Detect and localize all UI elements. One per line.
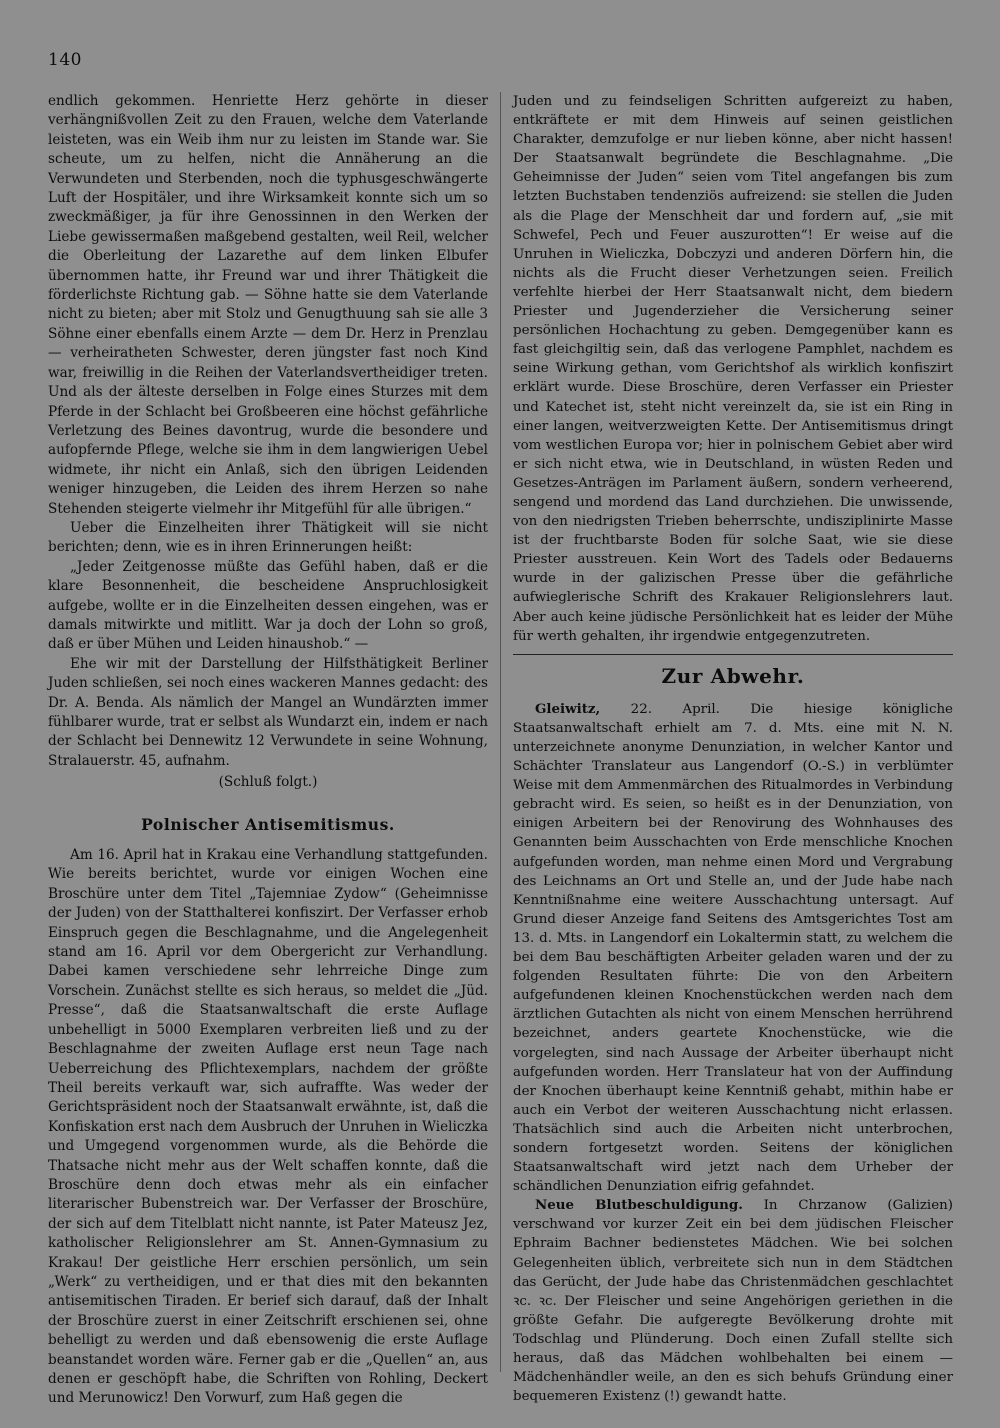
quotation-paragraph: „Jeder Zeitgenosse müßte das Gefühl haben, daß er die klare Besonnenheit, die bescheidene Anspruchlosigkeit aufgebe, wollte er in die Einzelheiten dessen eingehen, was er damals mitwirkte und mitlitt. War ja doch der Lohn so groß, daß er über Mühen und Leiden hinaushob.“ — bbox=[48, 558, 488, 653]
section-rule bbox=[513, 654, 953, 655]
section-heading-zur-abwehr: Zur Abwehr. bbox=[661, 663, 805, 688]
news-item-lead: Gleiwitz, bbox=[535, 700, 601, 717]
article-paragraph: Ueber die Einzelheiten ihrer Thätigkeit will sie nicht berichten; denn, wie es in ihren Erinnerungen heißt: bbox=[48, 519, 488, 556]
page-number: 140 bbox=[48, 50, 82, 70]
left-column bbox=[48, 92, 488, 1409]
to-be-continued-note: (Schluß folgt.) bbox=[218, 774, 318, 791]
news-item-gleiwitz bbox=[513, 700, 953, 1196]
article-continuation-paragraph: Juden und zu feindseligen Schritten aufgereizt zu haben, entkräftete er mit dem Hinweis auf seinen geistlichen Charakter, demzufolge er nur lieben könne, aber nicht hassen! Der Staatsanwalt begründete die Beschlagnahme. „Die Geheimnisse der Juden“ seien vom Titel angefangen bis zum letzten Buchstaben tendenziös aufreizend: sie stellen die Juden als die Plage der Menschheit dar und fordern auf, „sie mit Schwefel, Pech und Feuer auszurotten“! Er weise auf die Unruhen in Wieliczka, Dobczyzi und anderen Dörfern hin, die nichts als die Frucht dieser Verhetzungen seien. Freilich verfehlte hierbei der Herr Staatsanwalt nicht, dem biedern Priester und Jugenderzieher die Versicherung seiner persönlichen Hochachtung zu geben. Demgegenüber kann es fast gleichgiltig sein, daß das verlogene Pamphlet, nachdem es seine Wirkung gethan, vom Gerichtshof als wirklich konfiszirt erklärt wurde. Diese Broschüre, deren Verfasser ein Priester und Katechet ist, steht nicht vereinzelt da, sie ist ein Ring in einer langen, weitverzweigten Kette. Der Antisemitismus dringt vom westlichen Europa vor; hier in polnischem Gebiet aber wird er sich nicht etwa, wie in Deutschland, in wüsten Reden und Gesetzes-Anträgen im Parlament äußern, sondern verheerend, sengend und mordend das Land durchziehen. Die unwissende, von den niedrigsten Trieben beherrschte, undisziplinirte Masse ist der fruchtbarste Boden für solche Saat, wie sie diese Priester ausstreuen. Kein Wort des Tadels oder Bedauerns wurde in der galizischen Presse über die gefährliche aufwieglerische Schrift des Krakauer Religionslehrers laut. Aber auch keine jüdische Persönlichkeit hat es leider der Mühe für werth gehalten, ihr irgendwie entgegenzutreten. bbox=[513, 94, 953, 644]
news-item-body: 22. April. Die hiesige königliche Staatsanwaltschaft erhielt am 7. d. Mts. eine mit N. N. unterzeichnete anonyme Denunziation, in welcher Kantor und Schächter Translateur aus Langendorf (O.-S.) in verblümter Weise mit dem Ammenmärchen des Ritualmordes in Verbindung gebracht wird. Es seien, so heißt es in der Denunziation, von einigen Arbeitern bei der Renovirung des Wohnhauses des Genannten beim Ausschachten von Erde menschliche Knochen aufgefunden worden, man nehme einen Mord und Vergrabung des Leichnams an Ort und Stelle an, und der Jude habe nach Kenntnißnahme eine weitere Ausschachtung untersagt. Auf Grund dieser Anzeige fand Seitens des Amtsgerichtes Tost am 13. d. Mts. in Langendorf ein Lokaltermin statt, zu welchem die bei dem Bau beschäftigten Arbeiter geladen waren und der zu folgenden Resultaten führte: Die von den Arbeitern aufgefundenen kleinen Knochenstückchen werden nach dem ärztlichen Gutachten als nicht von einem Menschen herrührend bezeichnet, anders geartete Knochenstücke, wie die vorgelegten, sind nach Aussage der Arbeiter überhaupt nicht aufgefunden worden. Herr Translateur hat von der Auffindung der Knochen überhaupt keine Kenntniß gehabt, mithin habe er auch ein Verbot der weiteren Ausschachtung nicht erlassen. Thatsächlich sind auch die Arbeiten nicht unterbrochen, sondern fortgesetzt worden. Seitens der königlichen Staatsanwaltschaft wird jetzt nach dem Urheber der schändlichen Denunziation eifrig gefahndet. bbox=[513, 701, 953, 1195]
news-item-lead: Neue Blutbeschuldigung. bbox=[535, 1197, 743, 1214]
news-item-blutbeschuldigung bbox=[513, 1196, 953, 1406]
article-continuation-paragraph: endlich gekommen. Henriette Herz gehörte in dieser verhängnißvollen Zeit zu den Frauen, welche dem Vaterlande leisteten, was ein Weib ihm nur zu leisten im Stande war. Sie scheute, um zu helfen, nicht die Annäherung an die Verwundeten und Sterbenden, noch die typhusgeschwängerte Luft der Hospitäler, und ihre Wirksamkeit konnte sich um so zweckmäßiger, ja für ihre Genossinnen in den Werken der Liebe gewissermaßen maßgebend gestalten, weil Reil, welcher die Oberleitung der Lazarethe auf dem linken Elbufer übernommen hatte, ihr Freund war und ihrer Thätigkeit die förderlichste Richtung gab. — Söhne hatte sie dem Vaterlande nicht zu bieten; aber mit Stolz und Genugthuung sah sie alle 3 Söhne einer ebenfalls einem Arzte — dem Dr. Herz in Prenzlau — verheiratheten Schwester, deren jüngster fast noch Kind war, freiwillig in die Reihen der Vaterlandsvertheidiger treten. Und als der älteste derselben in Folge eines Sturzes mit dem Pferde in der Schlacht bei Großbeeren eine höchst gefährliche Verletzung des Beines davontrug, wurde die besondere und aufopfernde Pflege, welche sie ihm in dem langwierigen Uebel widmete, ihr nicht ein Anlaß, sich den übrigen Leidenden weniger hinzugeben, die Leiden des ihrem Herzen so nahe Stehenden steigerte vielmehr ihr Mitgefühl für alle übrigen.“ bbox=[48, 93, 488, 517]
section-heading-polnischer-antisemitismus: Polnischer Antisemitismus. bbox=[141, 814, 395, 834]
article-paragraph: Am 16. April hat in Krakau eine Verhandlung stattgefunden. Wie bereits berichtet, wurde vor einigen Wochen eine Broschüre unter dem Titel „Tajemniae Zydow“ (Geheimnisse der Juden) von der Statthalterei konfiszirt. Der Verfasser erhob Einspruch gegen die Beschlagnahme, und die Angelegenheit stand am 16. April vor dem Obergericht zur Verhandlung. Dabei kamen verschiedene sehr lehrreiche Dinge zum Vorschein. Zunächst stellte es sich heraus, so meldet die „Jüd. Presse“, daß die Staatsanwaltschaft die erste Auflage unbehelligt in 5000 Exemplaren verbreiten ließ und zu der Beschlagnahme der zweiten Auflage erst neun Tage nach Ueberreichung des Pflichtexemplars, nachdem der größte Theil bereits verkauft war, sich aufraffte. Was weder der Gerichtspräsident noch der Staatsanwalt erwähnte, ist, daß die Konfiskation erst nach dem Ausbruch der Unruhen in Wieliczka und Umgegend vorgenommen wurde, als die Behörde die Thatsache nicht mehr aus der Welt schaffen konnte, daß die Broschüre denn doch etwas mehr als ein einfacher literarischer Bubenstreich war. Der Verfasser der Broschüre, der sich auf dem Titelblatt nicht nannte, ist Pater Mateusz Jez, katholischer Religionslehrer am St. Annen-Gymnasium zu Krakau! Der geistliche Herr erschien persönlich, um sein „Werk“ zu vertheidigen, und er that dies mit den bekannten antisemitischen Tiraden. Er berief sich darauf, daß der Inhalt der Broschüre zuerst in einer Zeitschrift erschienen sei, ohne behelligt zu werden und daß ebensowenig die erste Auflage beanstandet worden wäre. Ferner gab er die „Quellen“ an, aus denen er geschöpft habe, die Schriften von Rohling, Deckert und Merunowicz! Den Vorwurf, zum Haß gegen die bbox=[48, 847, 488, 1407]
article-paragraph: Ehe wir mit der Darstellung der Hilfsthätigkeit Berliner Juden schließen, sei noch eines wackeren Mannes gedacht: des Dr. A. Benda. Als nämlich der Mangel an Wundärzten immer fühlbarer wurde, trat er selbst als Wundarzt ein, indem er nach der Schlacht bei Dennewitz 12 Verwundete in seine Wohnung, Stralauerstr. 45, aufnahm. bbox=[48, 655, 488, 769]
column-divider bbox=[500, 92, 501, 1372]
right-column bbox=[513, 92, 953, 1406]
news-item-body: In Chrzanow (Galizien) verschwand vor kurzer Zeit ein bei dem jüdischen Fleischer Ephraim Bachner bedienstetes Mädchen. Wie bei solchen Gelegenheiten üblich, verbreitete sich nun in dem Städtchen das Gerücht, der Jude habe das Christenmädchen geschlachtet ꝛc. ꝛc. Der Fleischer und seine Angehörigen geriethen in die größte Gefahr. Die aufgeregte Bevölkerung drohte mit Todschlag und Plünderung. Doch einen Zufall stellte sich heraus, daß das Mädchen wohlbehalten bei einem — Mädchenhändler weile, an den es sich behufs Gründung einer bequemeren Existenz (!) gewandt hatte. bbox=[513, 1198, 953, 1405]
